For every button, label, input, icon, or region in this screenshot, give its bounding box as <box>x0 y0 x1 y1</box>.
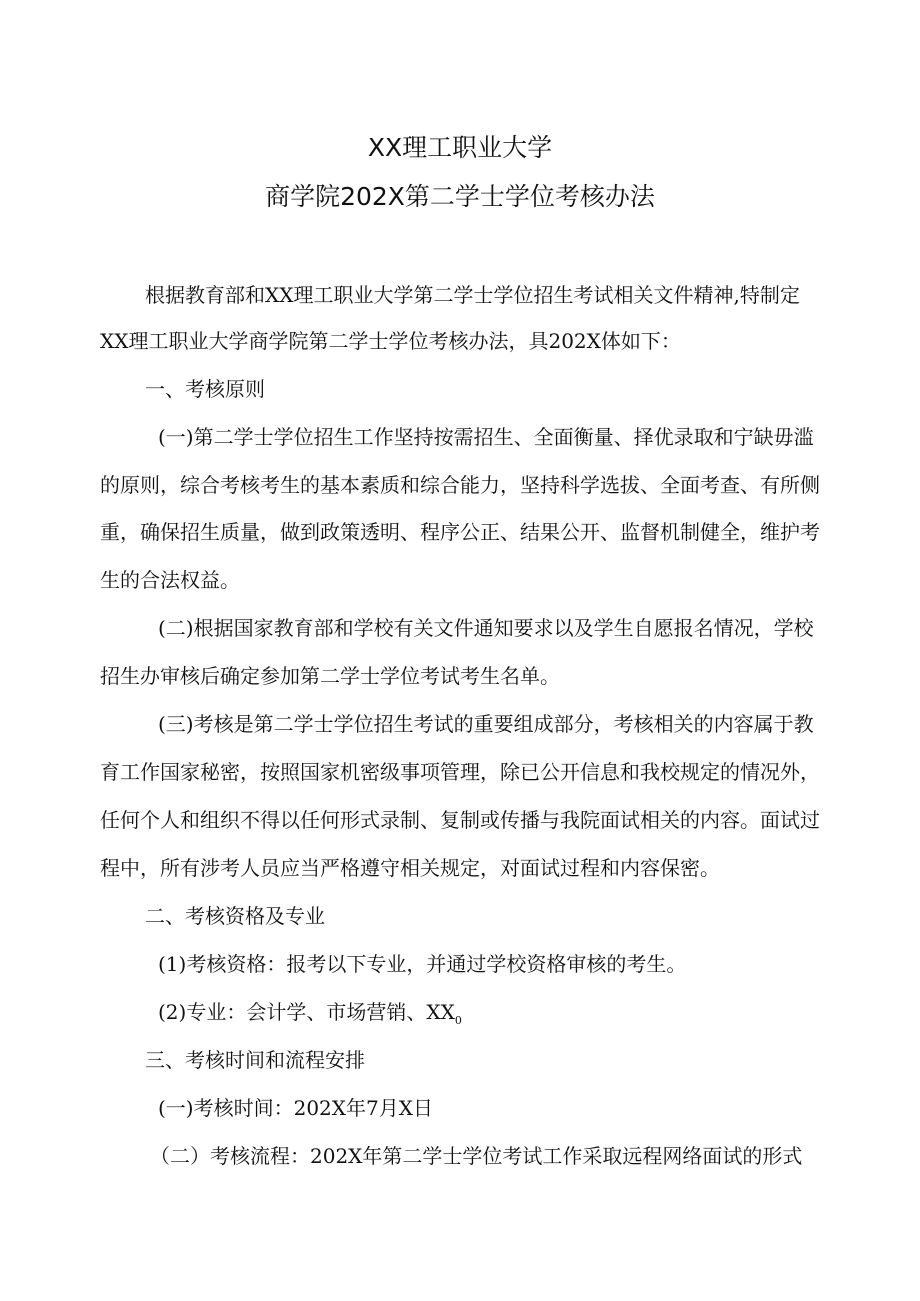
document-title-line1: XX理工职业大学 <box>367 133 553 162</box>
majors-text: (2)专业：会计学、市场营销、XX <box>158 1000 455 1024</box>
document-title-line2: 商学院202X第二学士学位考核办法 <box>265 182 655 211</box>
paragraph-3-line2: 育工作国家秘密，按照国家机密级事项管理，除已公开信息和我校规定的情况外， <box>100 760 820 784</box>
paragraph-1-line2: 的原则，综合考核考生的基本素质和综合能力，坚持科学选拔、全面考查、有所侧 <box>100 473 820 497</box>
schedule-item-1: (一)考核时间：202X年7月X日 <box>158 1096 433 1120</box>
paragraph-2-line1: (二)根据国家教育部和学校有关文件通知要求以及学生自愿报名情况，学校 <box>158 616 814 640</box>
qualification-item-1: (1)考核资格：报考以下专业，并通过学校资格审核的考生。 <box>158 952 687 976</box>
qualification-item-2 <box>158 997 462 1036</box>
section-heading-3: 三、考核时间和流程安排 <box>145 1048 365 1072</box>
section-heading-1: 一、考核原则 <box>145 377 265 401</box>
paragraph-3-line3: 任何个人和组织不得以任何形式录制、复制或传播与我院面试相关的内容。面试过 <box>100 808 820 832</box>
paragraph-3-line4: 程中，所有涉考人员应当严格遵守相关规定，对面试过程和内容保密。 <box>100 856 720 880</box>
paragraph-3-line1: (三)考核是第二学士学位招生考试的重要组成部分，考核相关的内容属于教 <box>158 712 814 736</box>
paragraph-1-line1: (一)第二学士学位招生工作坚持按需招生、全面衡量、择优录取和宁缺毋滥 <box>158 425 814 449</box>
paragraph-1-line3: 重，确保招生质量，做到政策透明、程序公正、结果公开、监督机制健全，维护考 <box>100 520 820 544</box>
subscript-zero: 0 <box>454 1014 462 1027</box>
paragraph-intro-line1: 根据教育部和XX理工职业大学第二学士学位招生考试相关文件精神,特制定 <box>145 283 800 307</box>
schedule-item-2: （二）考核流程：202X年第二学士学位考试工作采取远程网络面试的形式 <box>150 1144 803 1168</box>
paragraph-2-line2: 招生办审核后确定参加第二学士学位考试考生名单。 <box>100 664 560 688</box>
section-heading-2: 二、考核资格及专业 <box>145 904 325 928</box>
paragraph-intro-line2: XX理工职业大学商学院第二学士学位考核办法，具202X体如下： <box>100 329 681 353</box>
paragraph-1-line4: 生的合法权益。 <box>100 568 240 592</box>
